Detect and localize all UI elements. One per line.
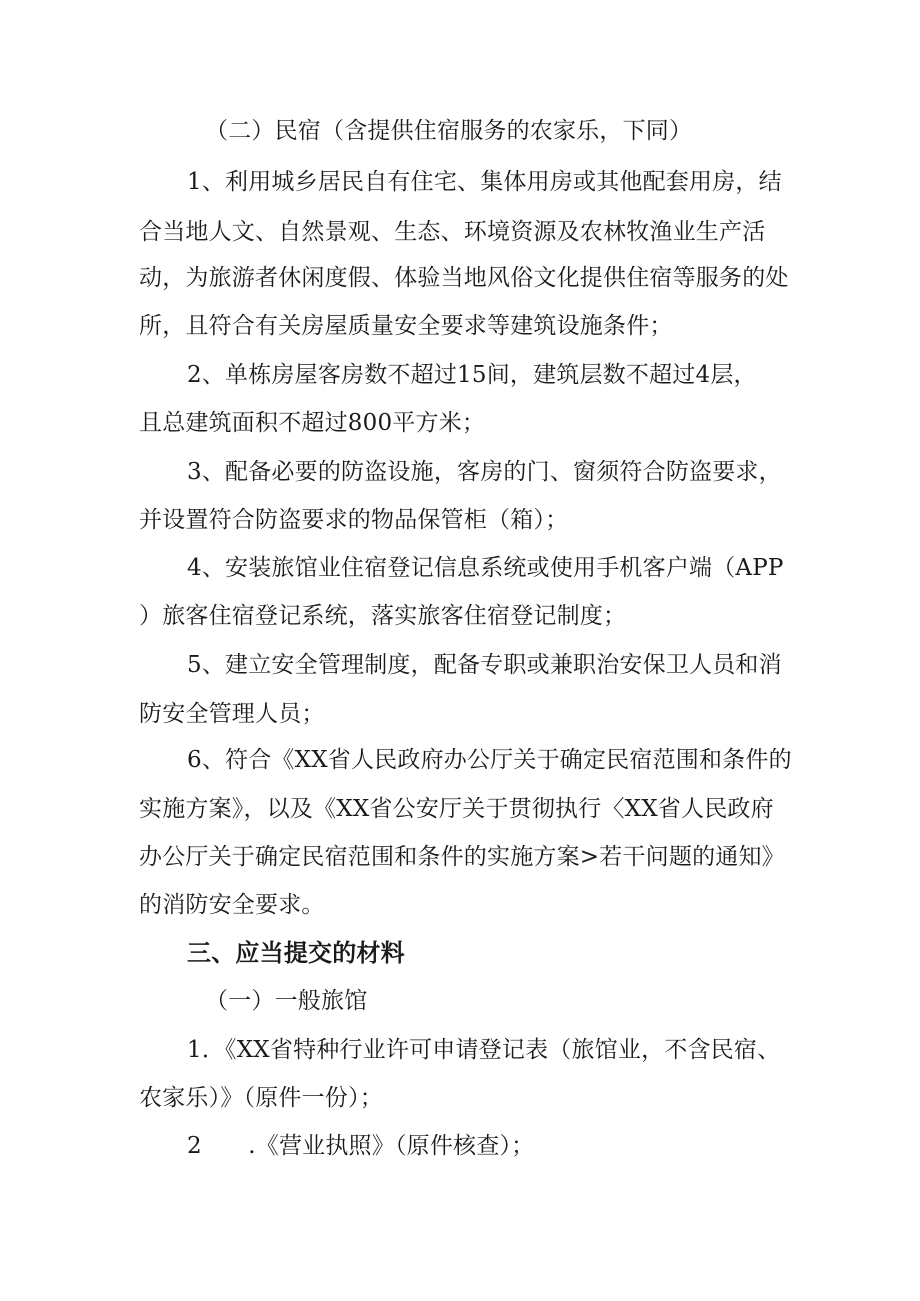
- paragraph-line: ）旅客住宿登记系统，落实旅客住宿登记制度；: [139, 603, 627, 629]
- paragraph-line: 且总建筑面积不超过800平方米；: [139, 410, 486, 436]
- paragraph-line: 1．《XX省特种行业许可申请登记表（旅馆业，不含民宿、: [187, 1037, 781, 1063]
- paragraph-line: 动，为旅游者休闲度假、体验当地风俗文化提供住宿等服务的处: [139, 265, 789, 291]
- subsection-heading-general-hotel: （一）一般旅馆: [205, 988, 368, 1014]
- paragraph-line: 6、符合《XX省人民政府办公厅关于确定民宿范围和条件的: [187, 747, 792, 773]
- paragraph-line: 防安全管理人员；: [139, 701, 325, 727]
- paragraph-line: 并设置符合防盗要求的物品保管柜（箱）；: [139, 507, 569, 533]
- section-heading-materials: 三、应当提交的材料: [187, 939, 405, 967]
- paragraph-line: 2、单栋房屋客房数不超过15间，建筑层数不超过4层，: [187, 362, 757, 388]
- paragraph-line: 实施方案》，以及《XX省公安厅关于贯彻执行〈XX省人民政府: [139, 796, 774, 822]
- paragraph-line: 2 .《营业执照》（原件核查）；: [187, 1133, 535, 1159]
- paragraph-line: 办公厅关于确定民宿范围和条件的实施方案>若干问题的通知》: [139, 844, 785, 870]
- paragraph-line: 3、配备必要的防盗设施，客房的门、窗须符合防盗要求，: [187, 459, 782, 485]
- paragraph-line: 的消防安全要求。: [139, 892, 325, 918]
- paragraph-line: 4、安装旅馆业住宿登记信息系统或使用手机客户端（APP: [187, 555, 784, 581]
- paragraph-line: 所，且符合有关房屋质量安全要求等建筑设施条件；: [139, 313, 673, 339]
- section-heading-homestay: （二）民宿（含提供住宿服务的农家乐，下同）: [205, 118, 693, 144]
- paragraph-line: 5、建立安全管理制度，配备专职或兼职治安保卫人员和消: [187, 652, 782, 678]
- paragraph-line: 1、利用城乡居民自有住宅、集体用房或其他配套用房，结: [187, 169, 782, 195]
- paragraph-line: 农家乐）》（原件一份）；: [139, 1085, 383, 1111]
- paragraph-line: 合当地人文、自然景观、生态、环境资源及农林牧渔业生产活: [139, 219, 766, 245]
